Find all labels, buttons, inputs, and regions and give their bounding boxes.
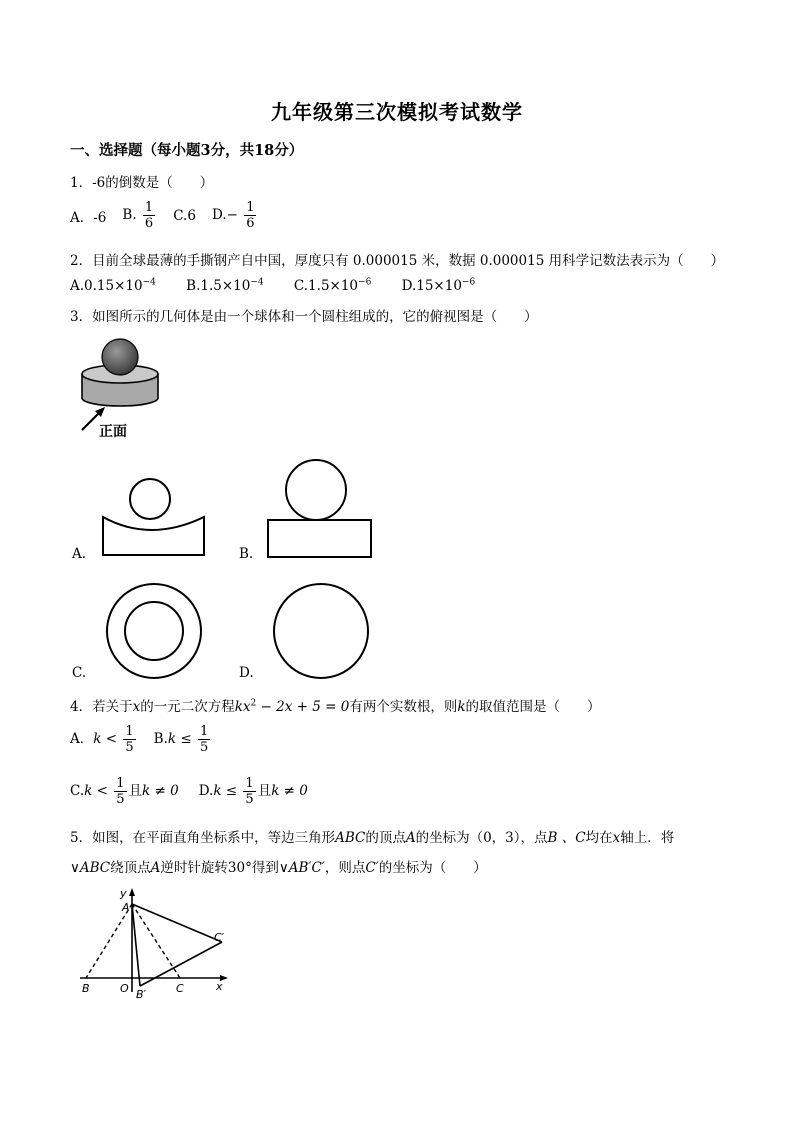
q3-option-a-label: A. [72,546,87,562]
fraction: $\frac{1}{5}$ [199,724,209,755]
q1-option-b: B. $\frac{1}{6}$ [122,200,154,231]
q3-option-c-figure [96,582,216,682]
label-a: A [122,901,130,914]
q4-options-ab [70,724,212,755]
q3-option-b-label: B. [239,546,254,562]
q3-option-d-figure [266,582,376,682]
q5-stem-line2: ∨ABC绕顶点A逆时针旋转30°得到∨AB′C′，则点C′的坐标为（ ） [70,860,487,876]
label-c-prime: C′ [214,931,225,944]
q1-option-a: A．-6 [70,209,107,226]
q4-option-a: A．k < $\frac{1}{5}$ [70,724,134,755]
q5-coordinate-figure [72,886,232,998]
label-b: B [82,982,90,995]
q2-option-b: $B.1.5\times 10^{-4}$ [186,277,264,294]
label-c: C [176,982,184,995]
q3-solid-figure [76,338,166,443]
q2-option-d: $D.15\times 10^{-6}$ [401,277,476,294]
q2-options [70,277,475,294]
q1-options [70,200,258,231]
front-label: 正面 [99,424,127,440]
q3-option-a-figure [100,477,208,557]
q3-option-c-label: C. [72,665,87,681]
q3-option-d-label: D. [239,665,254,681]
label-o: O [120,982,129,995]
q5-stem-line1: 5．如图，在平面直角坐标系中，等边三角形ABC的顶点A的坐标为（0，3），点B 、C均在x轴上．将 [70,830,675,846]
fraction: $\frac{1}{5}$ [125,724,134,755]
q4-option-c: C.k < $\frac{1}{5}$ 且k ≠ 0 [70,776,179,807]
q4-stem: 4．若关于x的一元二次方程$kx^2 - 2x + 5 = 0$有两个实数根，则k的取值范围是（ ） [70,698,601,715]
label-y: y [120,887,127,900]
q2-option-a: $A.0.15\times 10^{-4}$ [70,277,156,294]
label-x: x [216,980,223,993]
q2-option-c: $C.1.5\times 10^{-6}$ [293,277,372,294]
fraction: $\frac{1}{5}$ [116,776,125,807]
q1-stem: 1．-6的倒数是（ ） [70,175,214,191]
q3-stem: 3．如图所示的几何体是由一个球体和一个圆柱组成的，它的俯视图是（ ） [70,309,538,325]
q2-stem: 2．目前全球最薄的手撕钢产自中国，厚度只有 0.000015 米，数据 0.000015 用科学记数法表示为（ ） [70,253,725,269]
q4-option-d: D.k ≤ $\frac{1}{5}$ 且k ≠ 0 [198,776,308,807]
q4-options-cd [70,776,308,807]
label-b-prime: B′ [136,988,147,998]
q1-option-c: C.6 [173,207,196,224]
fraction: $\frac{1}{5}$ [245,776,254,807]
q3-option-b-figure [265,459,375,559]
fraction: $\frac{1}{6}$ [144,200,154,231]
page-title: 九年级第三次模拟考试数学 [271,100,523,124]
section-heading: 一、选择题（每小题3分，共18分） [70,142,304,159]
fraction: $\frac{1}{6}$ [246,200,255,231]
q1-option-d: D.− $\frac{1}{6}$ [211,200,255,231]
q4-option-b: B.k ≤ $\frac{1}{5}$ [153,724,209,755]
